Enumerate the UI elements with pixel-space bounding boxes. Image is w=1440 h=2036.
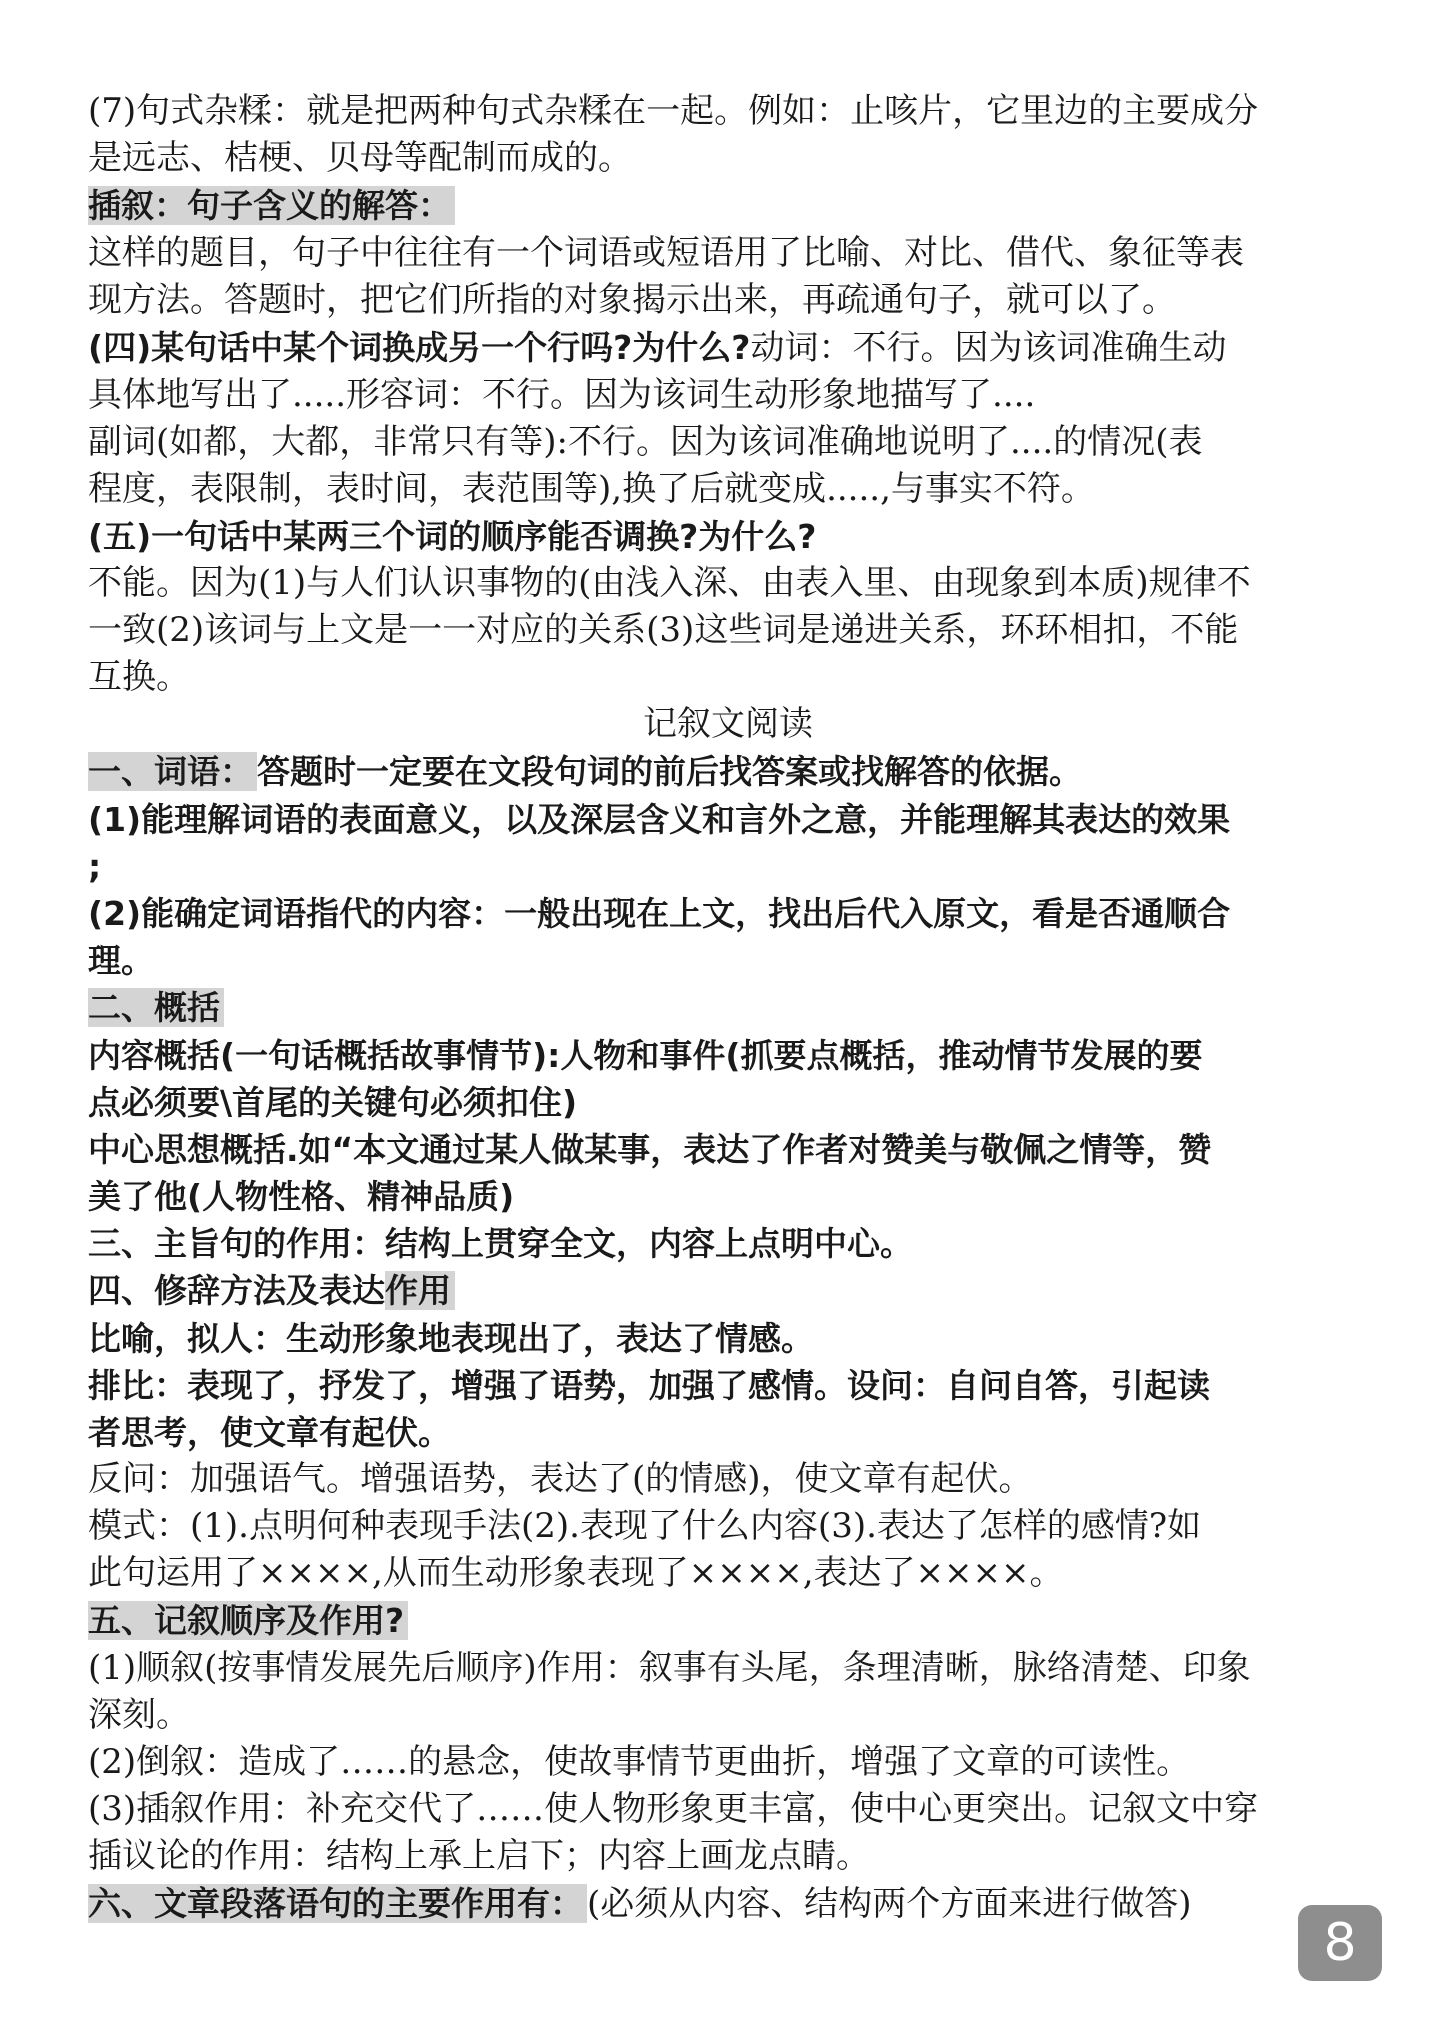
text-line: 一致(2)该词与上文是一一对应的关系(3)这些词是递进关系，环环相扣，不能 xyxy=(88,610,1239,650)
text-line: 程度，表限制，表时间，表范围等),换了后就变成.....,与事实不符。 xyxy=(88,469,1095,509)
bold-text: 排比：表现了，抒发了，增强了语势，加强了感情。设问：自问自答，引起读 xyxy=(88,1366,1210,1405)
bold-question: (五)一句话中某两三个词的顺序能否调换?为什么? xyxy=(88,517,817,556)
text-line: (1)顺叙(按事情发展先后顺序)作用：叙事有头尾，条理清晰，脉络清楚、印象 xyxy=(88,1648,1251,1688)
section-heading: 一、词语： xyxy=(88,752,257,791)
document-page xyxy=(88,88,1368,1928)
bold-text: ; xyxy=(88,847,102,886)
highlighted-text: 作用 xyxy=(385,1271,455,1310)
bold-text: (2)能确定词语指代的内容：一般出现在上文，找出后代入原文，看是否通顺合 xyxy=(88,894,1231,933)
bold-text: 内容概括(一句话概括故事情节):人物和事件(抓要点概括，推动情节发展的要 xyxy=(88,1036,1203,1075)
bold-text: 答题时一定要在文段句词的前后找答案或找解答的依据。 xyxy=(257,752,1082,791)
section-title: 记叙文阅读 xyxy=(643,704,813,744)
bold-text: 比喻，拟人：生动形象地表现出了，表达了情感。 xyxy=(88,1319,814,1358)
text-line: 副词(如都，大都，非常只有等):不行。因为该词准确地说明了....的情况(表 xyxy=(88,422,1203,462)
bold-text: 中心思想概括.如“本文通过某人做某事，表达了作者对赞美与敬佩之情等，赞 xyxy=(88,1130,1212,1169)
bold-text: 理。 xyxy=(88,941,154,980)
text-line: 此句运用了××××,从而生动形象表现了××××,表达了××××。 xyxy=(88,1553,1064,1593)
section-heading: 六、文章段落语句的主要作用有： xyxy=(88,1884,587,1923)
text-line: 反问：加强语气。增强语势，表达了(的情感)，使文章有起伏。 xyxy=(88,1459,1033,1499)
text-line: 具体地写出了.....形容词：不行。因为该词生动形象地描写了.... xyxy=(88,375,1036,415)
text-line: 互换。 xyxy=(88,657,190,697)
bold-text: 美了他(人物性格、精神品质) xyxy=(88,1177,515,1216)
bold-text: 者思考，使文章有起伏。 xyxy=(88,1413,451,1452)
section-heading: 二、概括 xyxy=(88,988,224,1027)
bold-text: 三、主旨句的作用：结构上贯穿全文，内容上点明中心。 xyxy=(88,1224,913,1263)
section-heading: 五、记叙顺序及作用? xyxy=(88,1601,408,1640)
text-line: 不能。因为(1)与人们认识事物的(由浅入深、由表入里、由现象到本质)规律不 xyxy=(88,563,1251,603)
text-line: 是远志、桔梗、贝母等配制而成的。 xyxy=(88,138,632,178)
text-line: (必须从内容、结构两个方面来进行做答) xyxy=(587,1884,1192,1924)
text-line: 现方法。答题时，把它们所指的对象揭示出来，再疏通句子，就可以了。 xyxy=(88,280,1176,320)
text-line: 动词：不行。因为该词准确生动 xyxy=(750,328,1227,368)
text-line: 这样的题目，句子中往往有一个词语或短语用了比喻、对比、借代、象征等表 xyxy=(88,233,1244,273)
text-line: (2)倒叙：造成了……的悬念，使故事情节更曲折，增强了文章的可读性。 xyxy=(88,1742,1191,1782)
section-heading: 四、修辞方法及表达 xyxy=(88,1271,385,1310)
text-line: 插议论的作用：结构上承上启下；内容上画龙点睛。 xyxy=(88,1836,870,1876)
page-number-badge: 8 xyxy=(1298,1905,1382,1981)
text-line: 模式：(1).点明何种表现手法(2).表现了什么内容(3).表达了怎样的感情?如 xyxy=(88,1506,1202,1546)
bold-text: (1)能理解词语的表面意义，以及深层含义和言外之意，并能理解其表达的效果 xyxy=(88,800,1231,839)
bold-text: 点必须要\首尾的关键句必须扣住) xyxy=(88,1083,578,1122)
bold-question: (四)某句话中某个词换成另一个行吗?为什么? xyxy=(88,328,751,367)
text-line: (7)句式杂糅：就是把两种句式杂糅在一起。例如：止咳片，它里边的主要成分 xyxy=(88,91,1259,131)
text-line: 深刻。 xyxy=(88,1695,190,1735)
section-heading: 插叙：句子含义的解答： xyxy=(88,186,455,225)
text-line: (3)插叙作用：补充交代了……使人物形象更丰富，使中心更突出。记叙文中穿 xyxy=(88,1789,1259,1829)
